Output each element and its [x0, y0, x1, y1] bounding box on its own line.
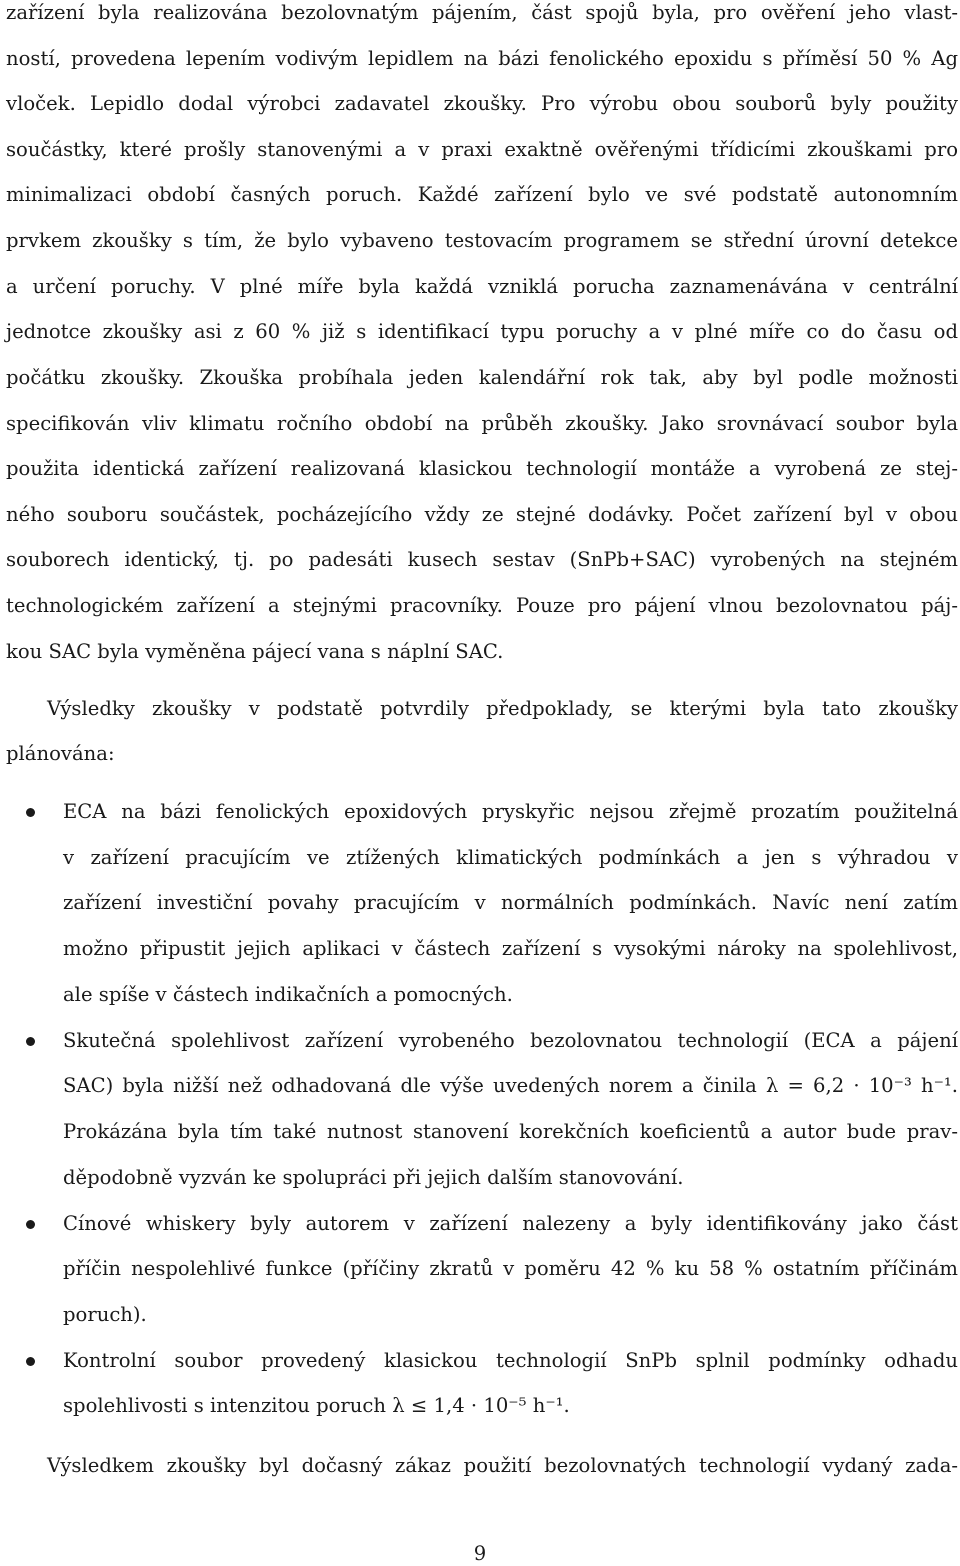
text-line: součástky, které prošly stanovenými a v praxi exaktně ověřenými třídicími zkouškami pro — [6, 138, 958, 161]
text-line: Skutečná spolehlivost zařízení vyrobeného bezolovnatou technologií (ECA a pájení — [63, 1029, 958, 1052]
bullet-marker — [26, 808, 35, 817]
text-line: Cínové whiskery byly autorem v zařízení nalezeny a byly identifikovány jako část — [63, 1212, 958, 1235]
text-line: Prokázána byla tím také nutnost stanovení korekčních koeficientů a autor bude prav- — [63, 1120, 958, 1143]
text-line: vloček. Lepidlo dodal výrobci zadavatel zkoušky. Pro výrobu obou souborů byly použity — [6, 92, 958, 115]
text-line: prvkem zkoušky s tím, že bylo vybaveno testovacím programem se střední úrovní detekce — [6, 229, 958, 252]
text-line: Kontrolní soubor provedený klasickou technologií SnPb splnil podmínky odhadu — [63, 1349, 958, 1372]
text-line: plánována: — [6, 742, 115, 765]
text-line: Výsledky zkoušky v podstatě potvrdily předpoklady, se kterými byla tato zkoušky — [47, 697, 958, 720]
text-line: specifikován vliv klimatu ročního období na průběh zkoušky. Jako srovnávací soubor byla — [6, 412, 958, 435]
text-line: souborech identický, tj. po padesáti kusech sestav (SnPb+SAC) vyrobených na stejném — [6, 548, 958, 571]
text-line: možno připustit jejich aplikaci v částech zařízení s vysokými nároky na spolehlivost, — [63, 937, 958, 960]
text-line: poruch). — [63, 1303, 147, 1326]
text-line: technologickém zařízení a stejnými pracovníky. Pouze pro pájení vlnou bezolovnatou páj- — [6, 594, 958, 617]
text-line: děpodobně vyzván ke spolupráci při jejich dalším stanovování. — [63, 1166, 684, 1189]
text-line: minimalizaci období časných poruch. Každé zařízení bylo ve své podstatě autonomním — [6, 183, 958, 206]
text-line: spolehlivosti s intenzitou poruch λ ≤ 1,4 · 10⁻⁵ h⁻¹. — [63, 1394, 570, 1417]
text-line: kou SAC byla vyměněna pájecí vana s náplní SAC. — [6, 640, 504, 663]
page-number: 9 — [473, 1542, 487, 1565]
bullet-marker — [26, 1220, 35, 1229]
text-line: ností, provedena lepením vodivým lepidlem na bázi fenolického epoxidu s příměsí 50 % Ag — [6, 47, 958, 70]
bullet-marker — [26, 1037, 35, 1046]
text-line: ale spíše v částech indikačních a pomocných. — [63, 983, 513, 1006]
text-line: ECA na bázi fenolických epoxidových pryskyřic nejsou zřejmě prozatím použitelná — [63, 800, 958, 823]
text-line: jednotce zkoušky asi z 60 % již s identifikací typu poruchy a v plné míře co do času od — [6, 320, 958, 343]
text-line: počátku zkoušky. Zkouška probíhala jeden kalendářní rok tak, aby byl podle možnosti — [6, 366, 958, 389]
bullet-marker — [26, 1357, 35, 1366]
text-line: zařízení investiční povahy pracujícím v normálních podmínkách. Navíc není zatím — [63, 891, 958, 914]
text-line: a určení poruchy. V plné míře byla každá vzniklá porucha zaznamenávána v centrální — [6, 275, 958, 298]
text-line: Výsledkem zkoušky byl dočasný zákaz použití bezolovnatých technologií vydaný zada- — [47, 1454, 958, 1477]
text-line: ného souboru součástek, pocházejícího vždy ze stejné dodávky. Počet zařízení byl v obou — [6, 503, 958, 526]
text-line: v zařízení pracujícím ve ztížených klimatických podmínkách a jen s výhradou v — [63, 846, 958, 869]
text-line: použita identická zařízení realizovaná klasickou technologií montáže a vyrobená ze stej- — [6, 457, 958, 480]
text-line: zařízení byla realizována bezolovnatým pájením, část spojů byla, pro ověření jeho vlast- — [6, 1, 958, 24]
text-line: příčin nespolehlivé funkce (příčiny zkratů v poměru 42 % ku 58 % ostatním příčinám — [63, 1257, 958, 1280]
text-line: SAC) byla nižší než odhadovaná dle výše uvedených norem a činila λ = 6,2 · 10⁻³ h⁻¹. — [63, 1074, 958, 1097]
